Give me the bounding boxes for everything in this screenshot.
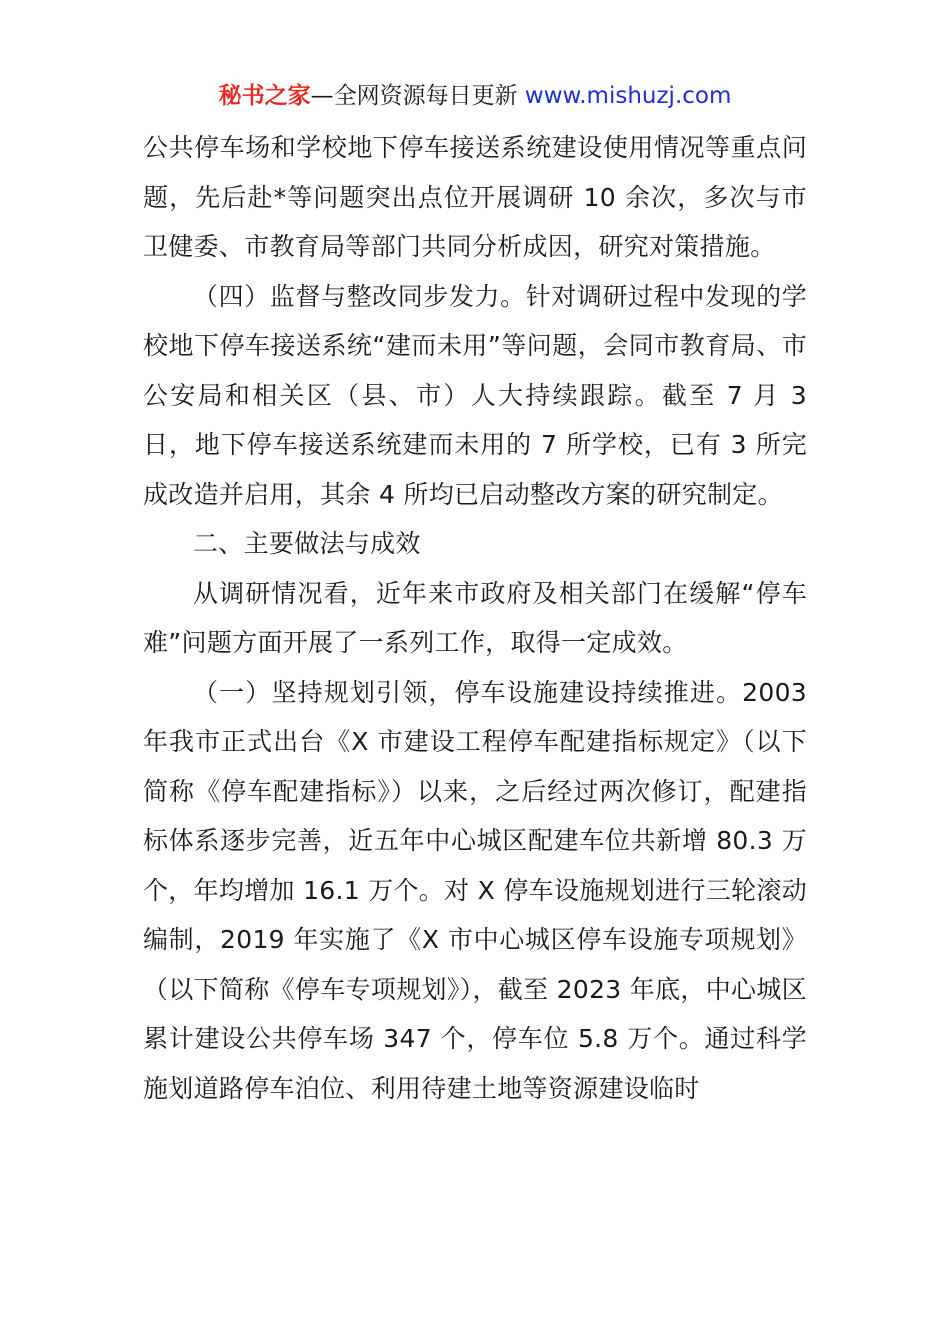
section-heading: 二、主要做法与成效 bbox=[193, 529, 421, 558]
document-body bbox=[143, 123, 807, 1113]
paragraph-continuation: 公共停车场和学校地下停车接送系统建设使用情况等重点问题，先后赴*等问题突出点位开展调研 10 余次，多次与市卫健委、市教育局等部门共同分析成因，研究对策措施。 bbox=[143, 133, 807, 261]
paragraph-supervision: （四）监督与整改同步发力。针对调研过程中发现的学校地下停车接送系统“建而未用”等问题，会同市教育局、市公安局和相关区（县、市）人大持续跟踪。截至 7 月 3 日，地下停车接送系统建而未用的 7 所学校，已有 3 所完成改造并启用，其余 4 所均已启动整改方案的研究制定。 bbox=[143, 281, 807, 509]
paragraph-overview: 从调研情况看，近年来市政府及相关部门在缓解“停车难”问题方面开展了一系列工作，取得一定成效。 bbox=[143, 578, 807, 657]
paragraph-planning: （一）坚持规划引领，停车设施建设持续推进。2003 年我市正式出台《X 市建设工程停车配建指标规定》（以下简称《停车配建指标》）以来，之后经过两次修订，配建指标体系逐步完善，近五年中心城区配建车位共新增 80.3 万个，年均增加 16.1 万个。对 X 停车设施规划进行三轮滚动编制，2019 年实施了《X 市中心城区停车设施专项规划》（以下简称《停车专项规划》），截至 2023 年底，中心城区累计建设公共停车场 347 个，停车位 5.8 万个。通过科学施划道路停车泊位、利用待建土地等资源建设临时 bbox=[143, 677, 807, 1103]
site-tagline: —全网资源每日更新 bbox=[310, 83, 525, 109]
site-brand: 秘书之家 bbox=[218, 83, 311, 109]
site-url-link[interactable]: www.mishuzj.com bbox=[524, 83, 732, 109]
site-header bbox=[0, 80, 950, 112]
